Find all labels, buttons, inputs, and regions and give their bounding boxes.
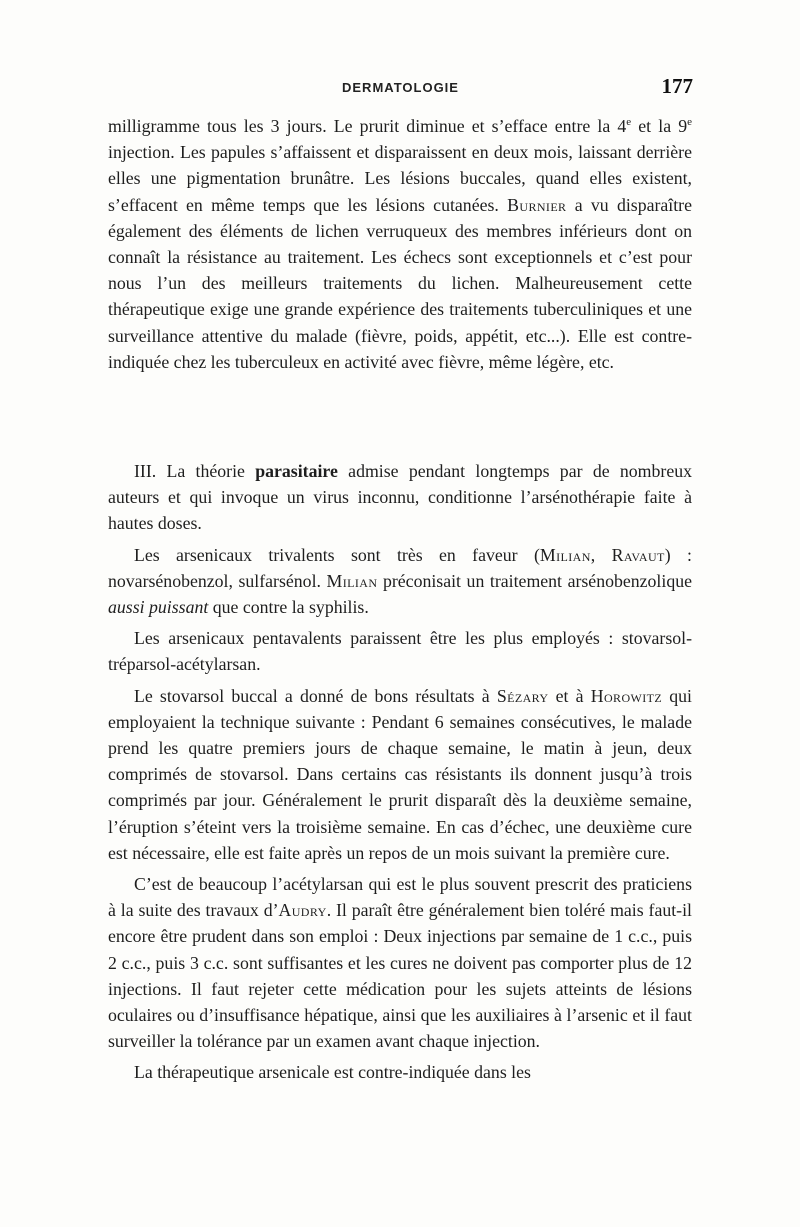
paragraph-pentavalent-arsenicals: Les arsenicaux pentavalents paraissent être les plus employés : stovarsol-tréparsol-acétylarsan. bbox=[108, 628, 692, 675]
bold-term: parasitaire bbox=[255, 461, 338, 481]
paragraph-parasitic-theory: III. La théorie parasitaire admise pendant longtemps par de nombreux auteurs et qui invoque un virus inconnu, conditionne l’arsénothérapie faite à hautes doses. bbox=[108, 461, 692, 534]
paragraph-lichen-treatment: milligramme tous les 3 jours. Le prurit diminue et s’efface entre la 4e et la 9e injection. Les papules s’affaissent et disparaissent en deux mois, laissant derrière elles une pigmentation brunâtre. Les lésions buccales, quand elles existent, s’effacent en même temps que les lésions cutanées. Burnier a vu disparaître également des éléments de lichen verruqueux des membres inférieurs dont on connaît la résistance au traitement. Les échecs sont exceptionnels et c’est pour nous l’un des meilleurs traitements du lichen. Malheureusement cette thérapeutique exige une grande expérience des traitements tuberculiniques et une surveillance attentive du malade (fièvre, poids, appétit, etc...). Elle est contre-indiquée chez les tuberculeux en activité avec fièvre, même légère, etc. bbox=[108, 116, 692, 372]
italic-phrase: aussi puissant bbox=[108, 597, 209, 618]
running-title: DERMATOLOGIE bbox=[342, 80, 459, 95]
author-name: Sézary bbox=[496, 685, 549, 706]
text-block-top bbox=[108, 113, 692, 375]
author-name: Burnier bbox=[507, 194, 567, 215]
author-name: Ravaut bbox=[611, 544, 665, 565]
paragraph-acetylarsan: C’est de beaucoup l’acétylarsan qui est le plus souvent prescrit des praticiens à la suite des travaux d’Audry. Il paraît être généralement bien toléré mais faut-il encore être prudent dans son emploi : Deux injections par semaine de 1 c.c., puis 2 c.c., puis 3 c.c. sont suffisantes et les cures ne doivent pas comporter plus de 12 injections. Il faut rejeter cette médication pour les sujets atteints de lésions oculaires ou d’insuffisance hépatique, ainsi que les auxiliaires à l’arsenic et il faut surveiller la tolérance par un examen avant chaque injection. bbox=[108, 874, 692, 1052]
author-name: Milian bbox=[539, 544, 591, 565]
page-header bbox=[108, 74, 693, 104]
page-number: 177 bbox=[661, 74, 693, 98]
author-name: Audry bbox=[278, 900, 327, 921]
paragraph-stovarsol: Le stovarsol buccal a donné de bons résultats à Sézary et à Horowitz qui employaient la technique suivante : Pendant 6 semaines consécutives, le malade prend les quatre premiers jours de chaque semaine, le matin à jeun, deux comprimés de stovarsol. Dans certains cas résistants ils donnent jusqu’à trois comprimés par jour. Généralement le prurit disparaît dès la deuxième semaine, l’éruption s’éteint vers la troisième semaine. En cas d’échec, une deuxième cure est nécessaire, elle est faite après un repos de un mois suivant la première cure. bbox=[108, 685, 692, 863]
paragraph-contraindication: La thérapeutique arsenicale est contre-indiquée dans les bbox=[134, 1062, 531, 1083]
text-block-main bbox=[108, 458, 692, 1086]
author-name: Milian bbox=[326, 570, 378, 591]
paragraph-trivalent-arsenicals: Les arsenicaux trivalents sont très en faveur (Milian, Ravaut) : novarsénobenzol, sulfarsénol. Milian préconisait un traitement arsénobenzolique aussi puissant que contre la syphilis. bbox=[108, 544, 692, 618]
author-name: Horowitz bbox=[590, 685, 663, 706]
